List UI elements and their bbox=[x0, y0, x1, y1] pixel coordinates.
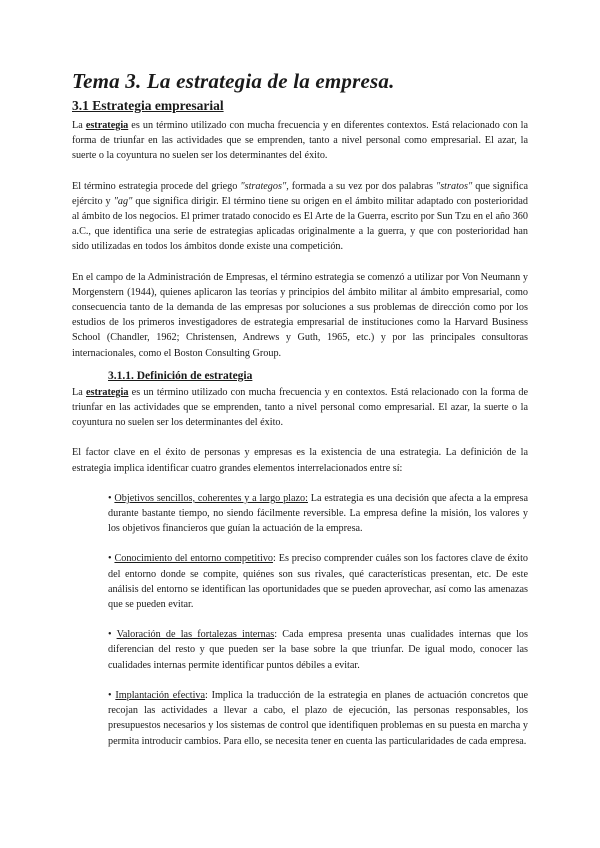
key-factor-paragraph: El factor clave en el éxito de personas y empresas es la existencia de una estrategia. La definición de la estrategia implica identificar cuatro grandes elementos interrelacionados entre sí: bbox=[72, 447, 528, 474]
bullet-marker: • bbox=[108, 492, 112, 504]
bullet-label: Conocimiento del entorno competitivo bbox=[114, 553, 274, 565]
bullet-marker: • bbox=[108, 689, 112, 701]
bullet-fortalezas bbox=[108, 627, 528, 673]
bullet-text: : Cada empresa presenta unas cualidades internas que los diferencian del resto y que pueden ser la base sobre la que triunfar. De igual modo, conocer las cualidades internas permite identificar puntos débiles a evitar. bbox=[108, 629, 528, 671]
definition-paragraph bbox=[72, 385, 528, 431]
bullet-objetivos bbox=[108, 491, 528, 537]
bullet-entorno bbox=[108, 551, 528, 612]
bullet-label: Implantación efectiva bbox=[115, 689, 206, 701]
origin-paragraph bbox=[72, 179, 528, 255]
page-title: Tema 3. La estrategia de la empresa. bbox=[72, 69, 395, 93]
definition-keyword: estrategia bbox=[86, 386, 129, 398]
bullet-label: Objetivos sencillos, coherentes y a largo plazo: bbox=[114, 492, 308, 504]
intro-pre: La bbox=[72, 120, 86, 131]
intro-paragraph bbox=[72, 118, 528, 164]
origin-quote-strategos: "strategos", bbox=[240, 180, 289, 192]
origin-text-4: que significa dirigir. El término tiene su origen en el ámbito militar adaptado con posterioridad al ámbito de los negocios. El primer tratado conocido es El Arte de la Guerra, escrito por Sun Tzu en el año 360 a.C., que identifica una serie de estrategias aplicadas originalmente a la guerra, y que con posterioridad han sido utilizadas en todos los ámbitos donde existe una competición. bbox=[72, 195, 529, 253]
bullet-text: La estrategia es una decisión que afecta a la empresa durante bastante tiempo, no siendo fácilmente reversible. La empresa define la misión, los valores y los objetivos financieros que guían la actuación de la empresa. bbox=[108, 492, 528, 535]
bullet-marker: • bbox=[108, 629, 112, 641]
bullet-marker: • bbox=[108, 553, 112, 565]
origin-text-1: El término estrategia procede del griego bbox=[72, 180, 241, 192]
subsection-heading: 3.1.1. Definición de estrategia bbox=[108, 369, 253, 382]
bullet-implantacion bbox=[108, 688, 528, 749]
bullet-text: : Es preciso comprender cuáles son los factores clave de éxito del entorno donde se compite, quiénes son sus rivales, qué características presentan, etc. De este análisis del entorno se identifican las oportunidades que se pueden aprovechar, así como las amenazas que se pueden evitar. bbox=[108, 553, 529, 611]
origin-text-3: que significa ejército y bbox=[72, 180, 528, 207]
business-paragraph: En el campo de la Administración de Empresas, el término estrategia se comenzó a utilizar por Von Neumann y Morgenstern (1944), quienes aplicaron las teorías y principios del ámbito militar al ámbito empresarial, como consecuencia tanto de la demanda de las empresas por soluciones a sus problemas de dirección como por los estudios de los primeros investigadores de estrategia empresarial de instituciones como la Harvard Business School (Chandler, 1962; Christensen, Andrews y Guth, 1965, etc.) y por las principales consultoras internacionales, como el Boston Consulting Group. bbox=[72, 271, 528, 359]
document-page bbox=[72, 68, 528, 749]
intro-keyword: estrategia bbox=[85, 120, 129, 131]
definition-pre: La bbox=[72, 386, 86, 398]
bullet-label: Valoración de las fortalezas internas bbox=[116, 629, 275, 641]
bullet-text: : Implica la traducción de la estrategia en planes de actuación concretos que recojan las actividades a llevar a cabo, el plazo de ejecución, las personas responsables, los presupuestos necesarios y los sistemas de control que identifiquen problemas en su puesta en marcha y permita introducir cambios. Para ello, se necesita tener en cuenta las particularidades de cada empresa. bbox=[108, 689, 529, 747]
origin-quote-ag: "ag" bbox=[113, 195, 133, 207]
definition-post: es un término utilizado con mucha frecuencia y en contextos. Está relacionado con la forma de triunfar en las actividades que se emprenden, tanto a nivel personal como empresarial. El azar, la suerte o la coyuntura no suelen ser los determinantes del éxito. bbox=[72, 386, 529, 429]
intro-post: es un término utilizado con mucha frecuencia y en diferentes contextos. Está relacionado con la forma de triunfar en las actividades que se emprenden, tanto a nivel personal como empresarial. El azar, la suerte o la coyuntura no suelen ser los determinantes del éxito. bbox=[72, 120, 528, 162]
origin-quote-stratos: "stratos" bbox=[435, 180, 473, 192]
origin-text-2: formada a su vez por dos palabras bbox=[288, 180, 436, 192]
section-heading: 3.1 Estrategia empresarial bbox=[72, 98, 224, 113]
